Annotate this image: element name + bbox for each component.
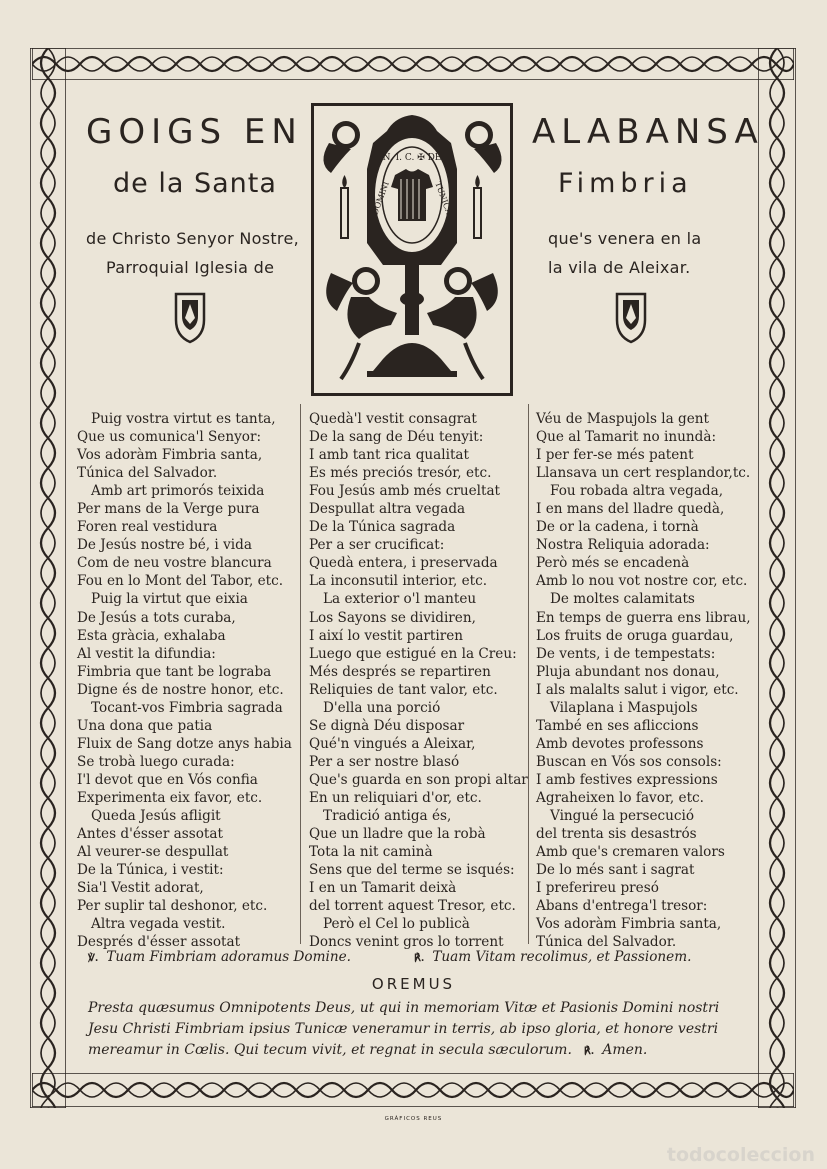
verse-line: Fou Jesús amb més crueltat (309, 483, 501, 500)
versicle-symbol: ℣. (88, 953, 99, 964)
ornamental-border-bottom (32, 1073, 794, 1107)
subtitle-right-1: que's venera en la (548, 229, 702, 248)
column-divider-2 (528, 404, 529, 944)
prayer-line-2: Jesu Christi Fimbriam ipsius Tunicæ veneramur in terris, ab ipso gloria, et honore vestri (88, 1021, 719, 1037)
verse-line: I'l devot que en Vós confia (77, 771, 258, 788)
versicle-text: Tuam Fimbriam adoramus Domine. (106, 949, 351, 965)
verse-line: Túnica del Salvador. (77, 465, 218, 482)
verse-line: Després d'ésser assotat (77, 934, 241, 951)
verse-line: Abans d'entrega'l tresor: (536, 898, 708, 915)
verse-line: I per fer-se més patent (536, 447, 694, 464)
subtitle-left-2: Parroquial Iglesia de (106, 258, 275, 277)
verse-line: Llansava un cert resplandor,tc. (536, 465, 751, 482)
oremus-heading: OREMUS (371, 975, 456, 993)
ornamental-border-right (758, 48, 796, 1108)
prayer-text (88, 998, 756, 1062)
subtitle-right-2: la vila de Aleixar. (548, 258, 691, 277)
title-line2-left: de la Santa (113, 168, 277, 199)
versicle (88, 949, 351, 965)
verse-line: I amb tant rica qualitat (309, 447, 469, 464)
verse-line: Túnica del Salvador. (536, 934, 677, 951)
verse-line: Més després se repartiren (309, 663, 491, 680)
verse-line: Digne és de nostre honor, etc. (77, 681, 284, 698)
verse-line: De moltes calamitats (550, 591, 695, 608)
response-text: Tuam Vitam recolimus, et Passionem. (432, 949, 692, 965)
response (414, 949, 691, 965)
verse-line: I en mans del lladre quedà, (536, 501, 725, 518)
verse-line: Fou en lo Mont del Tabor, etc. (77, 573, 284, 590)
reliquary-inscription-right: TUNICA (433, 180, 454, 216)
amen-text: Amen. (602, 1042, 648, 1058)
ornamental-border-left (30, 48, 66, 1108)
verse-line: Puig la virtut que eixia (91, 591, 248, 608)
verse-line: Vilaplana i Maspujols (550, 699, 698, 716)
verse-line: Luego que estigué en la Creu: (309, 645, 517, 662)
verse-line: Quedà'l vestit consagrat (309, 411, 477, 427)
verse-line: Pluja abundant nos donau, (536, 663, 720, 680)
verse-line: Que us comunica'l Senyor: (77, 429, 262, 446)
verse-line: Amb devotes professons (536, 735, 704, 752)
verse-line: Per mans de la Verge pura (77, 501, 260, 518)
prayer-line-3 (88, 1040, 756, 1062)
woodcut-reliquary-illustration (311, 103, 513, 396)
verse-line: I als malalts salut i vigor, etc. (536, 681, 739, 698)
verse-line: Doncs venint gros lo torrent (309, 934, 504, 951)
verse-line: Despullat altra vegada (309, 501, 466, 518)
verse-line: De la Túnica, i vestit: (77, 862, 224, 879)
verse-line: Que un lladre que la robà (309, 826, 486, 843)
verse-line: En temps de guerra ens librau, (536, 609, 751, 626)
verse-line: Buscan en Vós sos consols: (536, 753, 722, 770)
verse-line: del trenta sis desastrós (536, 826, 697, 843)
verse-column-1 (77, 410, 295, 951)
verse-line: Que's guarda en son propi altar (309, 771, 528, 788)
verse-line: Tradició antiga és, (323, 808, 452, 825)
verse-line: Vos adoràm Fimbria santa, (77, 447, 263, 464)
verse-line: Puig vostra virtut es tanta, (91, 411, 276, 427)
verse-line: Vos adoràm Fimbria santa, (536, 916, 722, 933)
verse-line: De Jesús a tots curaba, (77, 609, 236, 626)
verse-line: Per a ser crucificat: (309, 537, 445, 554)
verse-line: Altra vegada vestit. (91, 916, 226, 933)
verse-line: I en un Tamarit deixà (309, 880, 457, 897)
verse-line: Agraheixen lo favor, etc. (536, 789, 704, 806)
verse-line: Amb art primorós teixida (91, 483, 265, 500)
verse-line: De la sang de Déu tenyit: (309, 429, 484, 446)
verse-line: Però el Cel lo publicà (323, 916, 470, 933)
verse-line: Vingué la persecució (550, 808, 695, 825)
verse-line: De or la cadena, i tornà (536, 519, 699, 536)
verse-line: Sens que del terme se isqués: (309, 862, 515, 879)
verse-line: Se trobà luego curada: (77, 753, 235, 770)
ornamental-border-top (32, 48, 794, 80)
amen-symbol: ℟. (583, 1046, 595, 1057)
verse-line: Qué'n vingués a Aleixar, (309, 735, 476, 752)
verse-line: Tocant-vos Fimbria sagrada (91, 699, 283, 716)
verse-line: De vents, i de tempestats: (536, 645, 716, 662)
title-line2-right: Fimbria (558, 168, 693, 199)
watermark-text: todocoleccion (666, 1144, 815, 1166)
decorative-emblem-right-icon (614, 292, 648, 344)
subtitle-left-1: de Christo Senyor Nostre, (86, 229, 299, 248)
verse-line: Reliquies de tant valor, etc. (309, 681, 498, 698)
verse-line: També en ses afliccions (536, 717, 699, 734)
verse-line: Per suplir tal deshonor, etc. (77, 898, 268, 915)
verse-line: Com de neu vostre blancura (77, 555, 272, 572)
verse-line: Fimbria que tant be lograba (77, 663, 272, 680)
verse-column-3 (536, 410, 758, 951)
printer-imprint: GRÀFICOS REUS (384, 1116, 443, 1122)
verse-line: Nostra Reliquia adorada: (536, 537, 710, 554)
verse-line: Quedà entera, i preservada (309, 555, 498, 572)
response-symbol: ℟. (414, 953, 425, 964)
verse-line: Al vestit la difundia: (77, 645, 216, 662)
verse-line: Antes d'ésser assotat (77, 826, 223, 843)
verse-line: Se dignà Déu disposar (309, 717, 465, 734)
title-line1-right: ALABANSA (532, 112, 764, 152)
verse-line: Queda Jesús afligit (91, 808, 221, 825)
verse-line: Fluix de Sang dotze anys habia (77, 735, 292, 752)
verse-line: Fou robada altra vegada, (550, 483, 724, 500)
verse-column-2 (309, 410, 527, 951)
reliquary-inscription-top: N. I. C. ✠ DE (382, 153, 442, 163)
verse-line: La inconsutil interior, etc. (309, 573, 488, 590)
verse-line: Foren real vestidura (77, 519, 218, 536)
verse-line: Però més se encadenà (536, 555, 690, 572)
reliquary-inscription-left: DOMINI (370, 180, 391, 216)
verse-line: I així lo vestit partiren (309, 627, 464, 644)
verse-line: Al veurer-se despullat (77, 844, 229, 861)
prayer-line-1: Presta quæsumus Omnipotents Deus, ut qui in memoriam Vitæ et Pasionis Domini nostri (88, 1000, 720, 1016)
verse-line: del torrent aquest Tresor, etc. (309, 898, 516, 915)
prayer-line-3-text: mereamur in Cœlis. Qui tecum vivit, et regnat in secula sæculorum. (88, 1042, 572, 1058)
verse-line: Los Sayons se dividiren, (309, 609, 476, 626)
verse-line: Una dona que patia (77, 717, 213, 734)
verse-line: La exterior o'l manteu (323, 591, 477, 608)
verse-line: D'ella una porció (323, 699, 441, 716)
verse-line: En un reliquiari d'or, etc. (309, 789, 482, 806)
verse-line: I preferireu presó (536, 880, 659, 897)
decorative-emblem-left-icon (173, 292, 207, 344)
verse-line: Per a ser nostre blasó (309, 753, 460, 770)
verse-line: De Jesús nostre bé, i vida (77, 537, 252, 554)
title-line1-left: GOIGS EN (86, 112, 303, 152)
verse-line: Amb que's cremaren valors (536, 844, 725, 861)
verse-line: Que al Tamarit no inundà: (536, 429, 717, 446)
verse-line: Esta gràcia, exhalaba (77, 627, 226, 644)
verse-line: Véu de Maspujols la gent (536, 411, 709, 427)
verse-line: Sia'l Vestit adorat, (77, 880, 204, 897)
verse-line: Amb lo nou vot nostre cor, etc. (536, 573, 748, 590)
verse-line: De lo més sant i sagrat (536, 862, 695, 879)
verse-line: Experimenta eix favor, etc. (77, 789, 263, 806)
verse-line: Es més preciós tresór, etc. (309, 465, 492, 482)
verse-line: Los fruits de oruga guardau, (536, 627, 734, 644)
verse-line: Tota la nit caminà (309, 844, 433, 861)
verse-line: I amb festives expressions (536, 771, 718, 788)
verse-line: De la Túnica sagrada (309, 519, 456, 536)
column-divider-1 (300, 404, 301, 944)
